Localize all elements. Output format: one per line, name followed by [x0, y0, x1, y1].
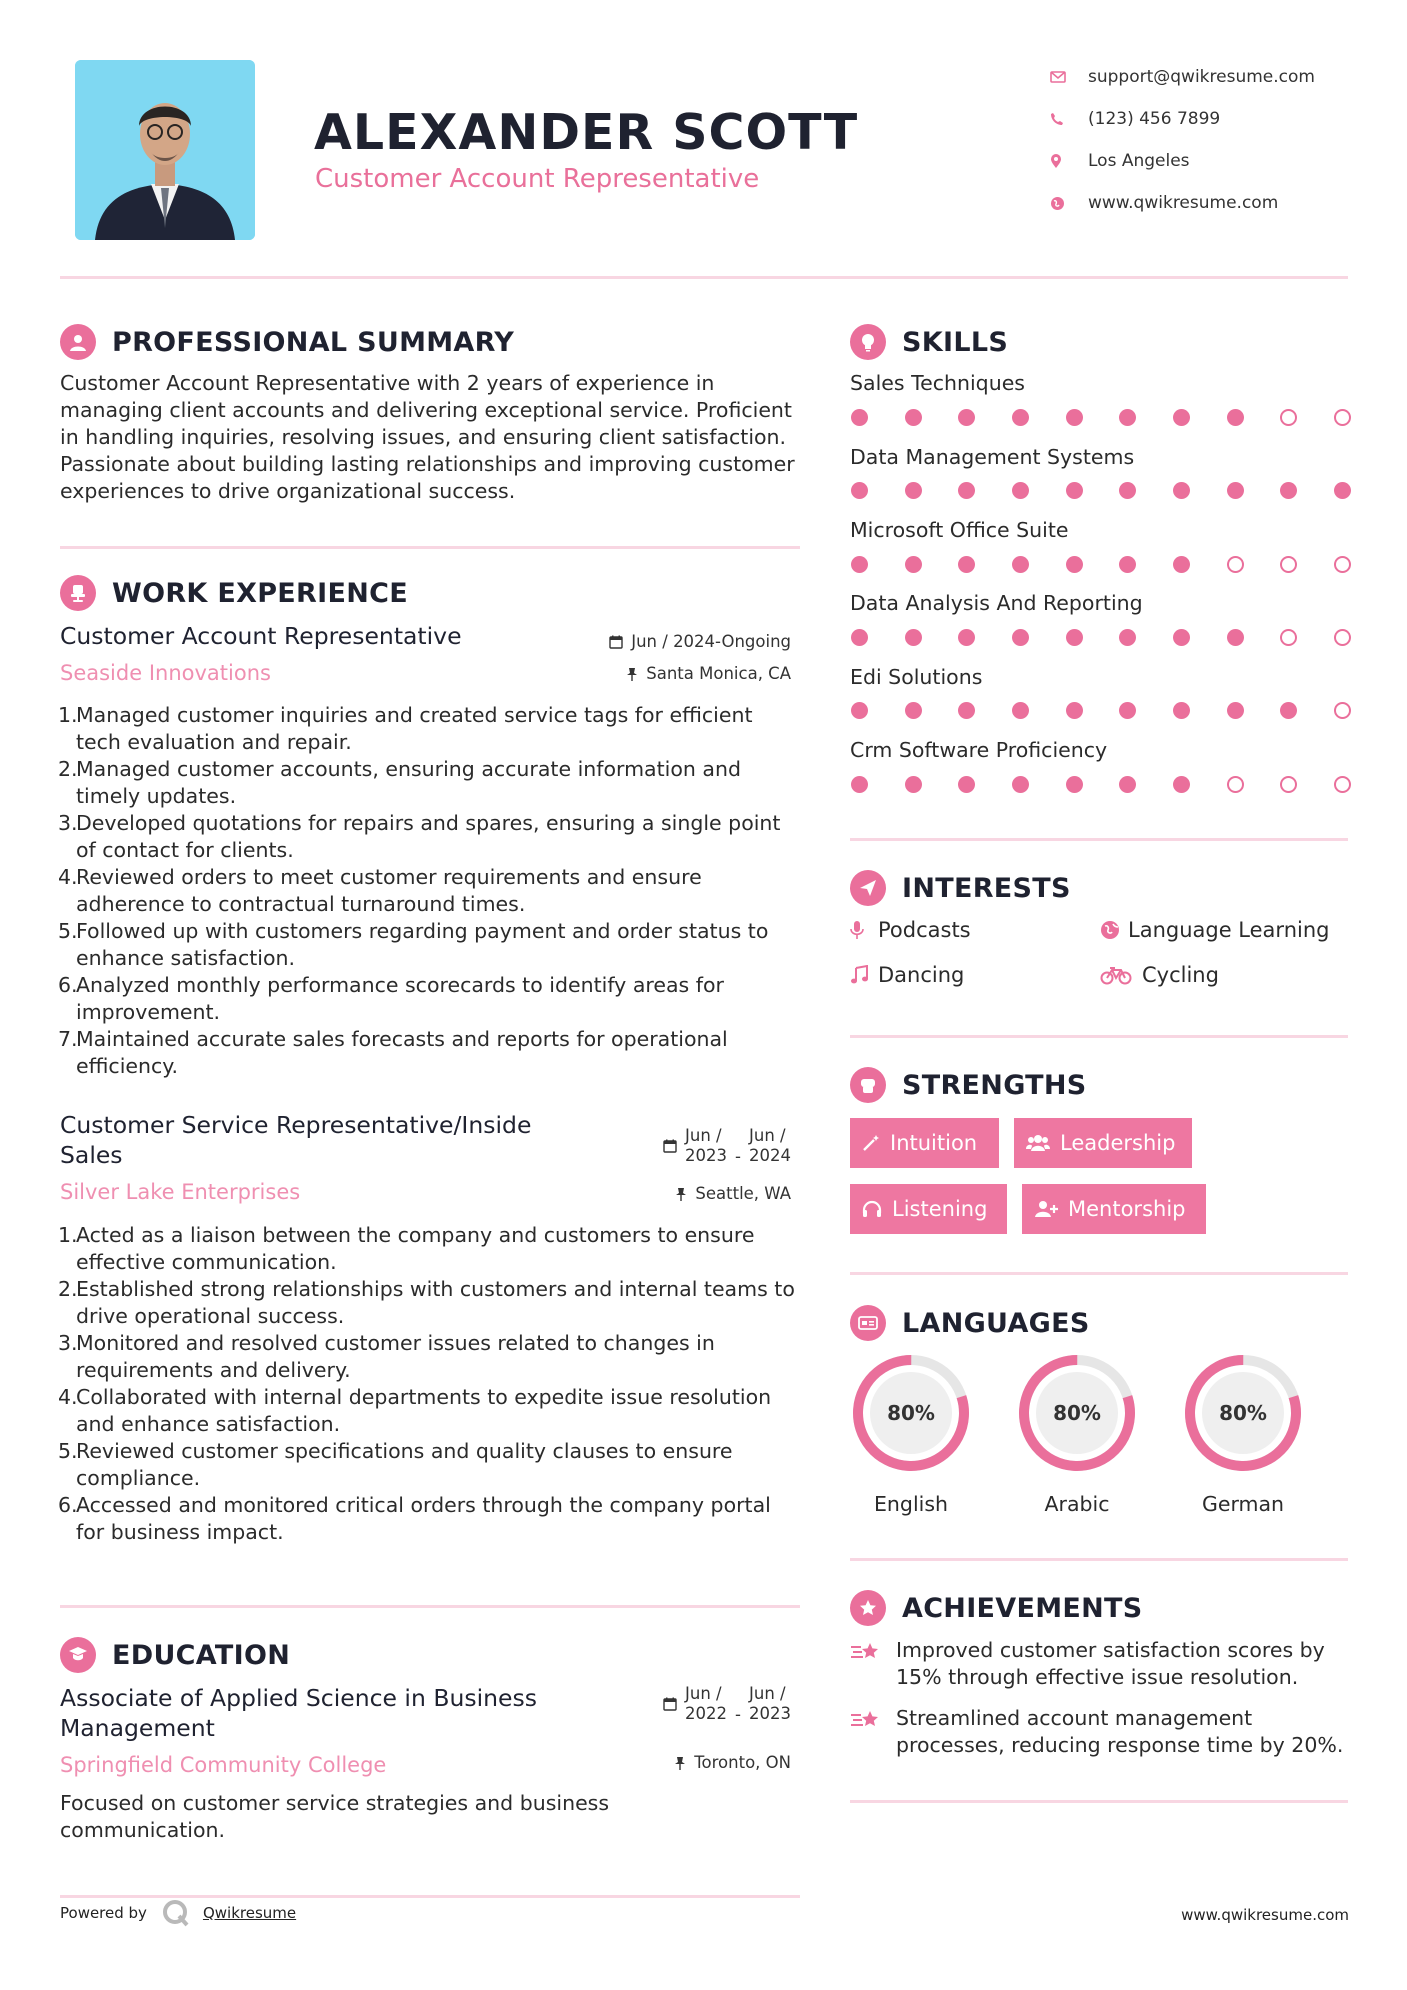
job-1-company: Seaside Innovations	[60, 661, 271, 685]
skill-dot-filled	[958, 482, 975, 499]
list-item: 6. Accessed and monitored critical orders through the company portal for business impact.	[58, 1493, 771, 1544]
skill-dot-filled	[1066, 556, 1083, 573]
list-item: 5. Reviewed customer specifications and quality clauses to ensure compliance.	[58, 1439, 733, 1490]
skill-dot-filled	[851, 702, 868, 719]
summary-heading	[60, 324, 514, 360]
skills-heading	[850, 324, 1008, 360]
calendar-icon	[663, 1139, 677, 1153]
headphones-icon	[862, 1200, 882, 1218]
skill-dot-filled	[851, 409, 868, 426]
skill-dot-filled	[1173, 409, 1190, 426]
skill-dot-empty	[1280, 409, 1297, 426]
list-item: 1. Managed customer inquiries and created service tags for efficient tech evaluation and repair.	[58, 703, 753, 754]
skill-dot-filled	[1066, 776, 1083, 793]
contact-website-text: www.qwikresume.com	[1088, 193, 1279, 213]
job-1-location	[626, 664, 791, 683]
phone-icon	[1050, 112, 1088, 126]
skill-dot-filled	[905, 409, 922, 426]
star-badge-icon	[850, 1590, 886, 1626]
skill-dot-empty	[1227, 776, 1244, 793]
footer-website[interactable]: www.qwikresume.com	[1181, 1906, 1349, 1924]
strengths-divider	[850, 1272, 1348, 1275]
skill-dot-filled	[1227, 482, 1244, 499]
education-location	[674, 1753, 791, 1772]
language-name: English	[873, 1492, 949, 1516]
user-icon	[60, 324, 96, 360]
language-percent: 80%	[1053, 1401, 1101, 1425]
calendar-icon	[663, 1697, 677, 1711]
skill-dot-filled	[958, 702, 975, 719]
skill-dot-filled	[1066, 482, 1083, 499]
skill-dot-filled	[958, 629, 975, 646]
envelope-icon	[1050, 71, 1088, 83]
candidate-name: ALEXANDER SCOTT	[314, 104, 859, 161]
contact-phone[interactable]	[1050, 98, 1315, 140]
skill-dot-filled	[1119, 629, 1136, 646]
achievement-2	[850, 1705, 1350, 1759]
music-note-icon	[850, 965, 878, 985]
language-arabic	[1016, 1352, 1138, 1516]
shooting-star-icon	[850, 1637, 896, 1691]
contact-email[interactable]	[1050, 56, 1315, 98]
achievements-divider	[850, 1800, 1348, 1803]
interests-title: INTERESTS	[902, 872, 1071, 904]
job-2-company: Silver Lake Enterprises	[60, 1180, 301, 1204]
skill-dot-empty	[1280, 556, 1297, 573]
list-item: 4. Reviewed orders to meet customer requirements and ensure adherence to contractual turnaround times.	[58, 865, 702, 916]
skill-1-rating	[851, 409, 1351, 429]
users-icon	[1026, 1134, 1050, 1152]
chair-icon	[60, 575, 96, 611]
paper-plane-icon	[850, 870, 886, 906]
skill-dot-filled	[1119, 702, 1136, 719]
job-2-location	[675, 1184, 791, 1203]
skill-6-rating	[851, 776, 1351, 796]
skill-dot-filled	[1012, 776, 1029, 793]
skill-dot-filled	[1012, 409, 1029, 426]
skill-dot-filled	[905, 702, 922, 719]
user-plus-icon	[1034, 1200, 1058, 1218]
skill-2-rating	[851, 482, 1351, 502]
skills-divider	[850, 838, 1348, 841]
achievements-title: ACHIEVEMENTS	[902, 1592, 1143, 1624]
list-item: 4. Collaborated with internal departments to expedite issue resolution and enhance satisfaction.	[58, 1385, 772, 1436]
map-pin-icon	[1050, 153, 1088, 169]
skill-dot-empty	[1334, 702, 1351, 719]
language-english	[850, 1352, 972, 1516]
skill-dot-filled	[905, 556, 922, 573]
list-item: 2. Established strong relationships with customers and internal teams to drive operational success.	[58, 1277, 795, 1328]
interest-dancing: Dancing	[850, 963, 964, 987]
skill-dot-filled	[1119, 556, 1136, 573]
job-2-date: Jun / 2023 - Jun / 2024	[663, 1126, 791, 1166]
skill-dot-filled	[1173, 629, 1190, 646]
skill-dot-filled	[1066, 409, 1083, 426]
list-item: 7. Maintained accurate sales forecasts and reports for operational efficiency.	[58, 1027, 728, 1078]
skill-dot-filled	[851, 556, 868, 573]
lightbulb-icon	[850, 324, 886, 360]
language-percent: 80%	[1219, 1401, 1267, 1425]
strength-leadership: Leadership	[1014, 1118, 1192, 1168]
language-card-icon	[850, 1305, 886, 1341]
skill-dot-empty	[1334, 556, 1351, 573]
profile-photo	[75, 60, 255, 240]
strengths-heading	[850, 1067, 1087, 1103]
job-2-location-text: Seattle, WA	[695, 1184, 791, 1203]
education-degree: Associate of Applied Science in Business Management	[60, 1684, 537, 1742]
skill-dot-filled	[1066, 629, 1083, 646]
interest-language-learning: Language Learning	[1100, 918, 1329, 942]
experience-title: WORK EXPERIENCE	[112, 577, 408, 609]
languages-heading	[850, 1305, 1090, 1341]
skill-dot-filled	[1119, 409, 1136, 426]
strength-intuition: Intuition	[850, 1118, 999, 1168]
skill-dot-empty	[1280, 629, 1297, 646]
interests-divider	[850, 1035, 1348, 1038]
job-1-location-text: Santa Monica, CA	[646, 664, 791, 683]
microphone-icon	[850, 920, 878, 940]
language-percent: 80%	[887, 1401, 935, 1425]
education-school: Springfield Community College	[60, 1753, 387, 1777]
skill-dot-filled	[958, 409, 975, 426]
summary-text: Customer Account Representative with 2 years of experience in managing client accounts and delivering exceptional service. Proficient in handling inquiries, resolving issues, and ensuring client satisfaction. Passionate about building lasting relationships and improving customer experiences to drive organizational success.	[60, 371, 795, 503]
language-name: Arabic	[1044, 1492, 1110, 1516]
skill-dot-filled	[1173, 702, 1190, 719]
graduate-icon	[60, 1637, 96, 1673]
powered-by-text: Powered by	[60, 1904, 147, 1922]
job-2-bullets	[58, 1222, 800, 1546]
language-name: German	[1201, 1492, 1285, 1516]
job-1-date-text: Jun / 2024-Ongoing	[631, 632, 791, 651]
pushpin-icon	[675, 1187, 687, 1201]
contact-website[interactable]	[1050, 182, 1315, 224]
skill-dot-filled	[851, 482, 868, 499]
header-divider	[60, 276, 1348, 279]
globe-icon	[1100, 920, 1128, 940]
candidate-role: Customer Account Representative	[315, 164, 760, 194]
skill-2-name: Data Management Systems	[850, 445, 1135, 469]
skill-dot-filled	[905, 776, 922, 793]
skill-6-name: Crm Software Proficiency	[850, 738, 1108, 762]
qwikresume-logo-icon	[161, 1898, 191, 1928]
calendar-icon	[609, 635, 623, 649]
pushpin-icon	[626, 667, 638, 681]
achievement-text: Improved customer satisfaction scores by 15% through effective issue resolution.	[896, 1638, 1325, 1689]
list-item: 3. Monitored and resolved customer issues related to changes in requirements and delivery.	[58, 1331, 715, 1382]
skill-5-rating	[851, 702, 1351, 722]
skill-dot-filled	[1280, 482, 1297, 499]
list-item: 6. Analyzed monthly performance scorecards to identify areas for improvement.	[58, 973, 724, 1024]
education-heading	[60, 1637, 290, 1673]
education-date: Jun / 2022 - Jun / 2023	[663, 1684, 791, 1724]
footer-powered-by	[60, 1898, 296, 1928]
experience-divider	[60, 1605, 800, 1608]
experience-heading	[60, 575, 408, 611]
skill-dot-empty	[1334, 776, 1351, 793]
skill-dot-filled	[1173, 482, 1190, 499]
magic-wand-icon	[862, 1134, 880, 1152]
achievement-1	[850, 1637, 1350, 1691]
skill-dot-empty	[1334, 629, 1351, 646]
qwikresume-link[interactable]: Qwikresume	[202, 1904, 297, 1922]
achievement-text: Streamlined account management processes, reducing response time by 20%.	[896, 1706, 1344, 1757]
skill-dot-filled	[1119, 482, 1136, 499]
skill-dot-filled	[851, 629, 868, 646]
languages-divider	[850, 1558, 1348, 1561]
skill-3-name: Microsoft Office Suite	[850, 518, 1069, 542]
job-1-title: Customer Account Representative	[60, 622, 462, 650]
skill-1-name: Sales Techniques	[850, 371, 1025, 395]
job-1-date	[609, 632, 791, 651]
skill-dot-filled	[1012, 482, 1029, 499]
globe-icon	[1050, 196, 1088, 211]
interest-cycling: Cycling	[1100, 963, 1219, 987]
summary-title: PROFESSIONAL SUMMARY	[112, 326, 515, 358]
strength-listening: Listening	[850, 1184, 1007, 1234]
job-2-title: Customer Service Representative/Inside Sales	[60, 1111, 532, 1169]
language-german	[1182, 1352, 1304, 1516]
bicycle-icon	[1100, 965, 1142, 985]
skill-dot-filled	[1012, 629, 1029, 646]
job-1-bullets	[58, 702, 800, 1080]
skill-dot-empty	[1280, 776, 1297, 793]
strength-mentorship: Mentorship	[1022, 1184, 1206, 1234]
summary-divider	[60, 546, 800, 549]
skill-dot-filled	[1119, 776, 1136, 793]
skill-4-name: Data Analysis And Reporting	[850, 591, 1143, 615]
fist-icon	[850, 1067, 886, 1103]
skill-5-name: Edi Solutions	[850, 665, 983, 689]
skills-title: SKILLS	[902, 326, 1009, 358]
skill-dot-filled	[1173, 776, 1190, 793]
list-item: 5. Followed up with customers regarding payment and order status to enhance satisfaction.	[58, 919, 769, 970]
skill-dot-empty	[1334, 409, 1351, 426]
skill-dot-empty	[1227, 556, 1244, 573]
skill-dot-filled	[1173, 556, 1190, 573]
skill-4-rating	[851, 629, 1351, 649]
pushpin-icon	[674, 1756, 686, 1770]
list-item: 3. Developed quotations for repairs and spares, ensuring a single point of contact for clients.	[58, 811, 781, 862]
skill-dot-filled	[1012, 702, 1029, 719]
education-location-text: Toronto, ON	[694, 1753, 791, 1772]
skill-dot-filled	[958, 556, 975, 573]
interests-heading	[850, 870, 1071, 906]
skill-dot-filled	[1227, 629, 1244, 646]
contact-email-text: support@qwikresume.com	[1088, 67, 1315, 87]
list-item: 1. Acted as a liaison between the company and customers to ensure effective communication.	[58, 1223, 755, 1274]
education-description: Focused on customer service strategies and business communication.	[60, 1791, 610, 1842]
contact-list	[1050, 56, 1315, 224]
skill-dot-filled	[1334, 482, 1351, 499]
strengths-title: STRENGTHS	[902, 1069, 1087, 1101]
skill-dot-filled	[1227, 409, 1244, 426]
shooting-star-icon	[850, 1705, 896, 1759]
education-title: EDUCATION	[112, 1639, 291, 1671]
skill-dot-filled	[1066, 702, 1083, 719]
languages-title: LANGUAGES	[902, 1307, 1090, 1339]
skill-dot-filled	[905, 482, 922, 499]
contact-location-text: Los Angeles	[1088, 151, 1190, 171]
skill-dot-filled	[1227, 702, 1244, 719]
achievements-heading	[850, 1590, 1143, 1626]
list-item: 2. Managed customer accounts, ensuring accurate information and timely updates.	[58, 757, 741, 808]
skill-dot-filled	[851, 776, 868, 793]
contact-phone-text: (123) 456 7899	[1088, 109, 1221, 129]
skill-dot-filled	[958, 776, 975, 793]
skill-dot-filled	[905, 629, 922, 646]
contact-location	[1050, 140, 1315, 182]
interest-podcasts: Podcasts	[850, 918, 971, 942]
skill-3-rating	[851, 556, 1351, 576]
skill-dot-filled	[1012, 556, 1029, 573]
skill-dot-filled	[1280, 702, 1297, 719]
